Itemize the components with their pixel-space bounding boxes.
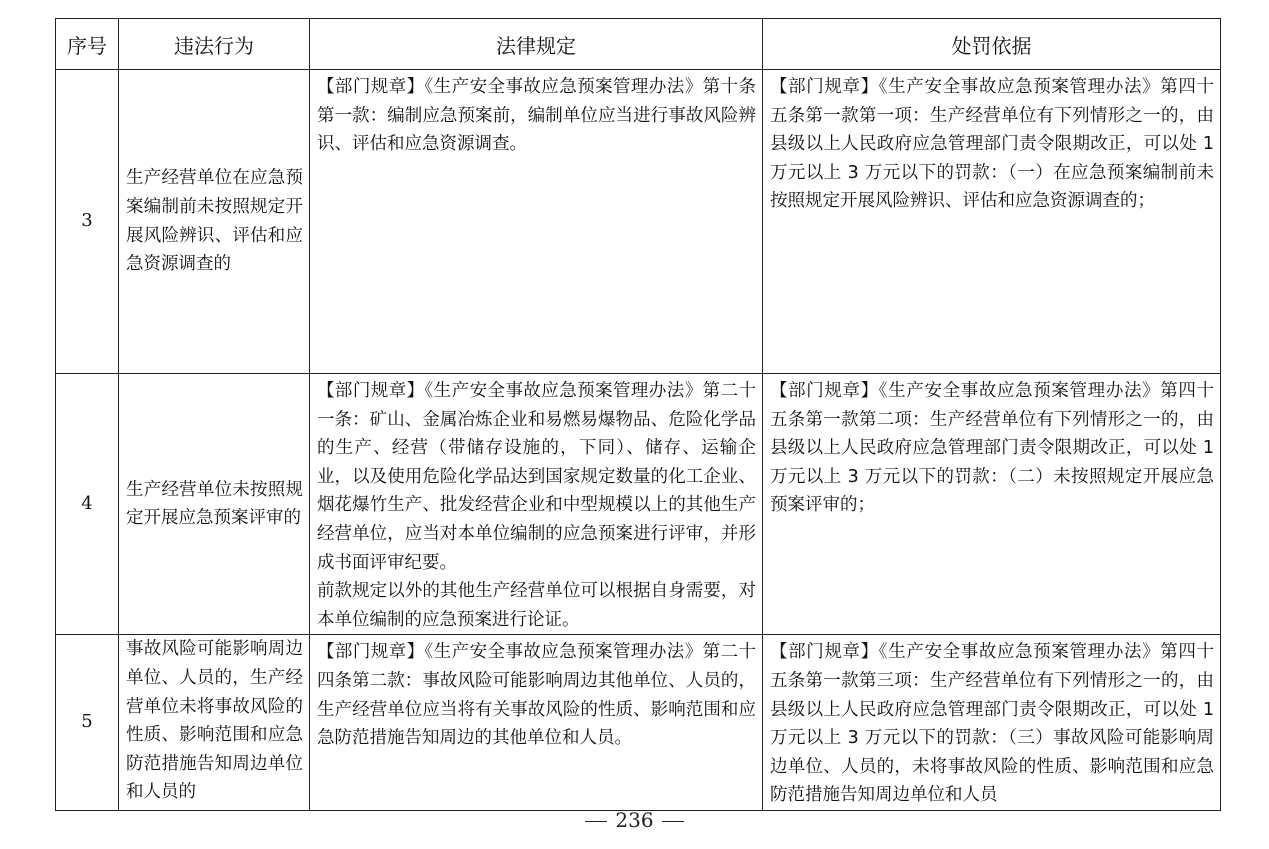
row-legal-provision (310, 70, 763, 374)
legal-provision-text: 【部门规章】《生产安全事故应急预案管理办法》第二十一条：矿山、金属冶炼企业和易燃易爆物品、危险化学品的生产、经营（带储存设施的，下同）、储存、运输企业，以及使用危险化学品达到国家规定数量的化工企业、烟花爆竹生产、批发经营企业和中型规模以上的其他生产经营单位，应当对本单位编制的应急预案进行评审，并形成书面评审纪要。 (317, 381, 756, 573)
footer-dash-left (585, 821, 607, 822)
row-legal-provision (310, 374, 763, 635)
table-header-row (56, 19, 1221, 70)
row-serial-number: 4 (56, 374, 119, 635)
row-penalty-basis: 【部门规章】《生产安全事故应急预案管理办法》第四十五条第一款第一项：生产经营单位有下列情形之一的，由县级以上人民政府应急管理部门责令限期改正，可以处 1 万元以上 3 万元以下的罚款：（一）在应急预案编制前未按照规定开展风险辨识、评估和应急资源调查的； (763, 70, 1221, 374)
header-penalty-basis: 处罚依据 (763, 19, 1221, 70)
row-violation: 事故风险可能影响周边单位、人员的，生产经营单位未将事故风险的性质、影响范围和应急防范措施告知周边单位和人员的 (119, 635, 310, 811)
table-row (56, 374, 1221, 635)
row-violation: 生产经营单位未按照规定开展应急预案评审的 (119, 374, 310, 635)
row-penalty-basis: 【部门规章】《生产安全事故应急预案管理办法》第四十五条第一款第三项：生产经营单位有下列情形之一的，由县级以上人民政府应急管理部门责令限期改正，可以处 1 万元以上 3 万元以下的罚款：（三）事故风险可能影响周边单位、人员的，未将事故风险的性质、影响范围和应急防范措施告知周边单位和人员 (763, 635, 1221, 811)
row-legal-provision (310, 635, 763, 811)
header-serial-number: 序号 (56, 19, 119, 70)
legal-provision-text: 【部门规章】《生产安全事故应急预案管理办法》第十条第一款：编制应急预案前，编制单位应当进行事故风险辨识、评估和应急资源调查。 (317, 77, 756, 155)
row-penalty-basis: 【部门规章】《生产安全事故应急预案管理办法》第四十五条第一款第二项：生产经营单位有下列情形之一的，由县级以上人民政府应急管理部门责令限期改正，可以处 1 万元以上 3 万元以下的罚款：（二）未按照规定开展应急预案评审的； (763, 374, 1221, 635)
regulation-table (55, 18, 1221, 811)
table-row (56, 70, 1221, 374)
row-serial-number: 5 (56, 635, 119, 811)
header-violation: 违法行为 (119, 19, 310, 70)
table-row (56, 635, 1221, 811)
legal-provision-text: 【部门规章】《生产安全事故应急预案管理办法》第二十四条第二款：事故风险可能影响周边其他单位、人员的，生产经营单位应当将有关事故风险的性质、影响范围和应急防范措施告知周边的其他单位和人员。 (317, 642, 756, 749)
row-serial-number: 3 (56, 70, 119, 374)
page-number: 236 (615, 808, 654, 832)
page-footer (0, 808, 1269, 832)
header-legal-provision: 法律规定 (310, 19, 763, 70)
row-violation: 生产经营单位在应急预案编制前未按照规定开展风险辨识、评估和应急资源调查的 (119, 70, 310, 374)
footer-dash-right (662, 821, 684, 822)
legal-provision-extra-text: 前款规定以外的其他生产经营单位可以根据自身需要，对本单位编制的应急预案进行论证。 (317, 581, 756, 630)
